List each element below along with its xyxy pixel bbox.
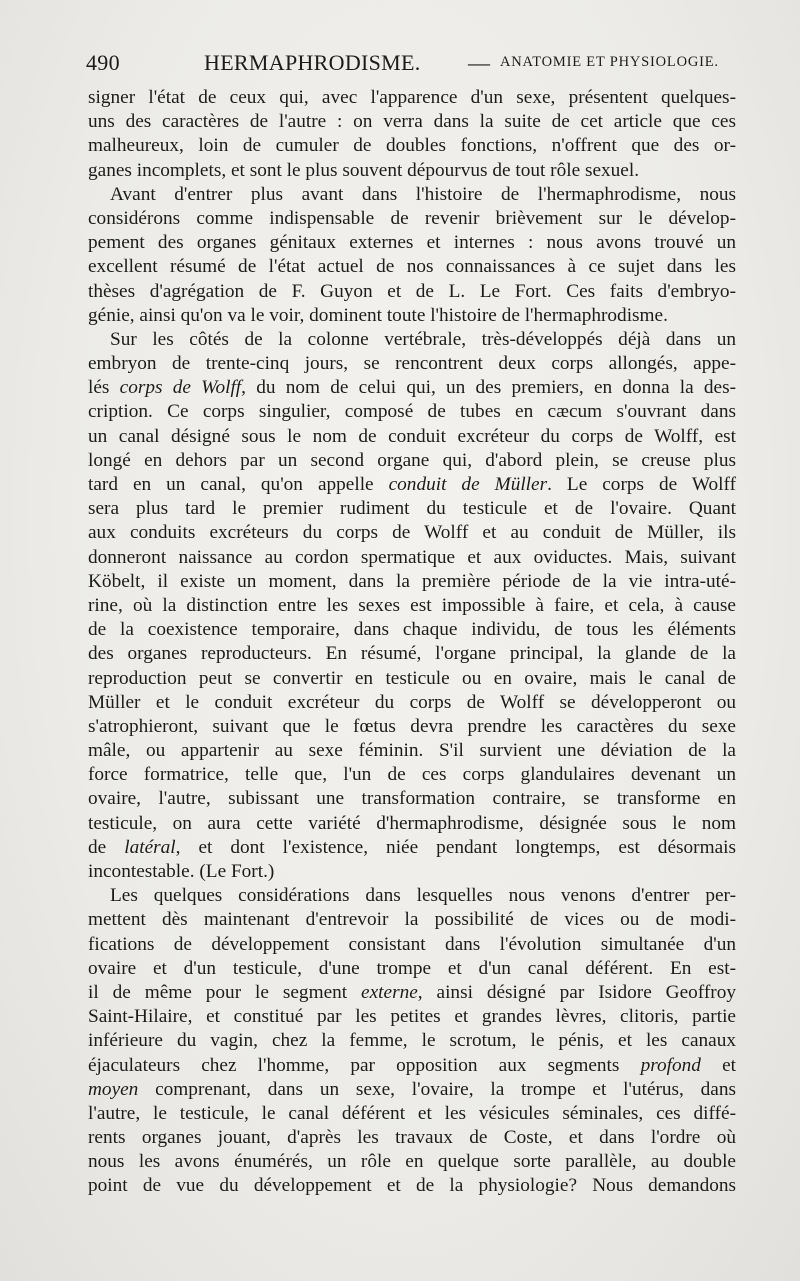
text-line: donneront naissance au cordon spermatique et aux oviductes. Mais, suivant (88, 546, 736, 568)
text-line (88, 981, 736, 1005)
text-segment: comprenant, dans un sexe, l'ovaire, la trompe et l'utérus, dans (138, 1078, 736, 1100)
text-line: sera plus tard le premier rudiment du testicule et de l'ovaire. Quant (88, 498, 736, 520)
text-line: point de vue du développement et de la physiologie? Nous demandons (88, 1175, 736, 1197)
text-line (88, 1054, 736, 1078)
text-line: excellent résumé de l'état actuel de nos connaissances à ce sujet dans les (88, 256, 736, 278)
text-line: testicule, on aura cette variété d'hermaphrodisme, désignée sous le nom (88, 812, 736, 834)
text-line: mâle, ou appartenir au sexe féminin. S'il survient une déviation de la (88, 740, 736, 762)
text-line (88, 836, 736, 860)
italic-term: corps de Wolff (119, 377, 242, 399)
text-line: force formatrice, telle que, l'un de ces corps glandulaires devenant un (88, 764, 736, 786)
text-line: embryon de trente-cinq jours, se rencontrent deux corps allongés, appe- (88, 353, 736, 375)
text-line: Avant d'entrer plus avant dans l'histoire de l'hermaphrodisme, nous (110, 183, 736, 205)
text-segment: éjaculateurs chez l'homme, par opposition aux segments (88, 1054, 641, 1076)
text-line: aux conduits excréteurs du corps de Wolff et au conduit de Müller, ils (88, 522, 736, 544)
text-segment: . Le corps de Wolff (547, 474, 736, 495)
text-line: pement des organes génitaux externes et internes : nous avons trouvé un (88, 232, 736, 254)
text-line: Les quelques considérations dans lesquelles nous venons d'entrer per- (110, 885, 736, 907)
text-line: ovaire et d'un testicule, d'une trompe et d'un canal déférent. En est- (88, 957, 736, 979)
running-head (86, 50, 736, 80)
text-line: uns des caractères de l'autre : on verra dans la suite de cet article que ces (88, 111, 736, 133)
text-segment: de (88, 836, 125, 858)
section-subtitle: ANATOMIE ET PHYSIOLOGIE. (500, 54, 719, 70)
text-line: inférieure du vagin, chez la femme, le scrotum, le pénis, et les canaux (88, 1030, 736, 1052)
text-segment: , et dont l'existence, niée pendant longtemps, est désormais (175, 836, 736, 858)
text-line: Müller et le conduit excréteur du corps de Wolff se développeront ou (88, 691, 736, 713)
text-segment: tard en un canal, qu'on appelle (88, 474, 389, 495)
text-line: Saint-Hilaire, et constitué par les petites et grandes lèvres, clitoris, partie (88, 1006, 736, 1028)
page-number: 490 (86, 50, 120, 75)
text-line: fications de développement consistant dans l'évolution simultanée d'un (88, 933, 736, 955)
header-dash: — (468, 50, 491, 75)
italic-term: conduit de Müller (388, 474, 548, 495)
text-line: nous les avons énumérés, un rôle en quelque sorte parallèle, au double (88, 1151, 736, 1173)
text-line: malheureux, loin de cumuler de doubles fonctions, n'offrent que des or- (88, 135, 736, 157)
text-line (88, 376, 736, 400)
text-line: rine, où la distinction entre les sexes est impossible à faire, et cela, à cause (88, 594, 736, 616)
text-line: Sur les côtés de la colonne vertébrale, très-développés déjà dans un (110, 328, 736, 350)
text-line: reproduction peut se convertir en testicule ou en ovaire, mais le canal de (88, 667, 736, 689)
text-line: cription. Ce corps singulier, composé de tubes en cæcum s'ouvrant dans (88, 401, 736, 423)
text-line: ganes incomplets, et sont le plus souvent dépourvus de tout rôle sexuel. (88, 159, 640, 181)
text-line: ovaire, l'autre, subissant une transformation contraire, se transforme en (88, 788, 736, 810)
text-segment: , du nom de celui qui, un des premiers, en donna la des- (241, 377, 736, 399)
text-line: de la coexistence temporaire, dans chaque individu, de tous les éléments (88, 619, 736, 641)
section-title: HERMAPHRODISME. (204, 50, 421, 75)
italic-term: latéral (124, 836, 176, 858)
text-line: thèses d'agrégation de F. Guyon et de L. Le Fort. Ces faits d'embryo- (88, 280, 736, 302)
text-line: considérons comme indispensable de revenir brièvement sur le dévelop- (88, 207, 736, 229)
italic-term: externe (361, 981, 418, 1003)
italic-term: profond (640, 1054, 701, 1076)
text-line: incontestable. (Le Fort.) (88, 861, 275, 882)
text-line: Köbelt, il existe un moment, dans la première période de la vie intra-uté- (88, 570, 736, 592)
text-segment: il de même pour le segment (88, 981, 362, 1003)
text-segment: lés (88, 377, 120, 399)
text-line: rents organes jouant, d'après les travaux de Coste, et dans l'ordre où (88, 1127, 736, 1149)
text-line: signer l'état de ceux qui, avec l'apparence d'un sexe, présentent quelques- (88, 87, 736, 108)
text-segment: , ainsi désigné par Isidore Geoffroy (417, 981, 736, 1003)
text-line (88, 1078, 736, 1102)
text-line (88, 473, 736, 497)
text-line: un canal désigné sous le nom de conduit excréteur du corps de Wolff, est (88, 425, 736, 447)
text-line: génie, ainsi qu'on va le voir, dominent toute l'histoire de l'hermaphrodisme. (88, 304, 668, 326)
text-line: des organes reproducteurs. En résumé, l'organe principal, la glande de la (88, 643, 736, 665)
text-line: longé en dehors par un second organe qui, d'abord plein, se creuse plus (88, 449, 736, 471)
italic-term: moyen (88, 1078, 139, 1100)
text-line: l'autre, le testicule, le canal déférent et les vésicules séminales, ces diffé- (88, 1102, 736, 1124)
body-text (88, 86, 736, 1199)
text-line: mettent dès maintenant d'entrevoir la possibilité de vices ou de modi- (88, 909, 736, 931)
text-line: s'atrophieront, suivant que le fœtus devra prendre les caractères du sexe (88, 715, 736, 737)
text-segment: et (700, 1054, 736, 1076)
